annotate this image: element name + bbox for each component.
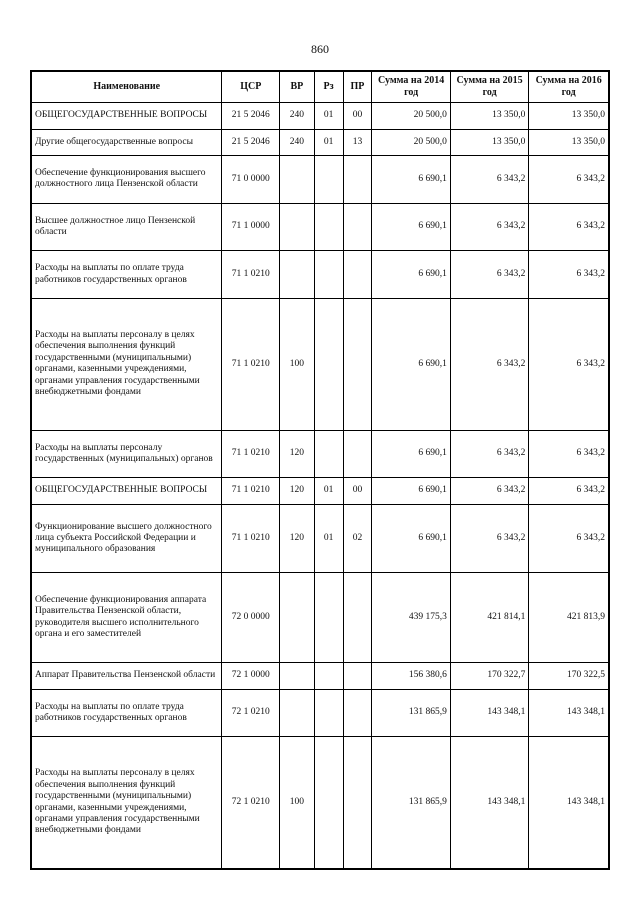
table-row — [32, 663, 609, 690]
header-sum-2016: Сумма на 2016 год — [529, 72, 609, 103]
cell-csr: 71 1 0210 — [222, 298, 280, 430]
cell-name: ОБЩЕГОСУДАРСТВЕННЫЕ ВОПРОСЫ — [32, 478, 222, 505]
cell-vr: 240 — [280, 129, 315, 156]
cell-name: Расходы на выплаты по оплате труда работников государственных органов — [32, 251, 222, 299]
cell-vr — [280, 251, 315, 299]
cell-rz — [314, 203, 343, 251]
table-row — [32, 129, 609, 156]
table-row — [32, 203, 609, 251]
cell-sum-2014: 156 380,6 — [372, 663, 450, 690]
cell-name: Аппарат Правительства Пензенской области — [32, 663, 222, 690]
cell-pr — [343, 251, 372, 299]
cell-sum-2014: 439 175,3 — [372, 573, 450, 663]
cell-sum-2016: 13 350,0 — [529, 129, 609, 156]
cell-vr: 240 — [280, 103, 315, 130]
cell-csr: 21 5 2046 — [222, 129, 280, 156]
cell-pr: 13 — [343, 129, 372, 156]
header-sum-2014: Сумма на 2014 год — [372, 72, 450, 103]
cell-sum-2015: 170 322,7 — [450, 663, 528, 690]
cell-name: Расходы на выплаты персоналу в целях обеспечения выполнения функций государственными (муниципальными) органами, казенными учреждениями, органами управления государственными внебюджетными фондами — [32, 737, 222, 869]
cell-pr: 02 — [343, 504, 372, 573]
header-name: Наименование — [32, 72, 222, 103]
cell-sum-2015: 13 350,0 — [450, 103, 528, 130]
cell-sum-2015: 6 343,2 — [450, 504, 528, 573]
cell-sum-2015: 6 343,2 — [450, 478, 528, 505]
cell-sum-2015: 6 343,2 — [450, 298, 528, 430]
cell-csr: 72 1 0210 — [222, 689, 280, 737]
cell-rz: 01 — [314, 504, 343, 573]
cell-pr — [343, 203, 372, 251]
budget-table-frame — [30, 70, 610, 870]
table-row — [32, 156, 609, 204]
cell-pr — [343, 573, 372, 663]
cell-csr: 71 1 0210 — [222, 251, 280, 299]
cell-sum-2014: 131 865,9 — [372, 737, 450, 869]
cell-name: Функционирование высшего должностного лица субъекта Российской Федерации и муниципального образования — [32, 504, 222, 573]
cell-sum-2014: 6 690,1 — [372, 298, 450, 430]
cell-sum-2016: 143 348,1 — [529, 689, 609, 737]
cell-pr — [343, 298, 372, 430]
cell-name: ОБЩЕГОСУДАРСТВЕННЫЕ ВОПРОСЫ — [32, 103, 222, 130]
cell-sum-2016: 6 343,2 — [529, 430, 609, 478]
cell-sum-2016: 6 343,2 — [529, 156, 609, 204]
cell-sum-2014: 6 690,1 — [372, 203, 450, 251]
cell-sum-2015: 13 350,0 — [450, 129, 528, 156]
table-row — [32, 504, 609, 573]
table-row — [32, 478, 609, 505]
cell-rz: 01 — [314, 129, 343, 156]
cell-sum-2015: 6 343,2 — [450, 156, 528, 204]
table-row — [32, 573, 609, 663]
cell-sum-2015: 421 814,1 — [450, 573, 528, 663]
cell-vr — [280, 573, 315, 663]
cell-sum-2014: 6 690,1 — [372, 478, 450, 505]
cell-sum-2014: 20 500,0 — [372, 103, 450, 130]
cell-pr: 00 — [343, 478, 372, 505]
cell-vr: 100 — [280, 298, 315, 430]
cell-sum-2016: 6 343,2 — [529, 298, 609, 430]
cell-sum-2016: 421 813,9 — [529, 573, 609, 663]
cell-pr: 00 — [343, 103, 372, 130]
page-number: 860 — [311, 42, 329, 56]
cell-sum-2014: 131 865,9 — [372, 689, 450, 737]
cell-csr: 21 5 2046 — [222, 103, 280, 130]
table-row — [32, 251, 609, 299]
cell-sum-2016: 6 343,2 — [529, 478, 609, 505]
cell-pr — [343, 430, 372, 478]
table-row — [32, 430, 609, 478]
header-sum-2015: Сумма на 2015 год — [450, 72, 528, 103]
cell-vr: 100 — [280, 737, 315, 869]
cell-pr — [343, 737, 372, 869]
cell-sum-2016: 6 343,2 — [529, 504, 609, 573]
cell-sum-2015: 6 343,2 — [450, 203, 528, 251]
table-row — [32, 298, 609, 430]
cell-csr: 71 1 0000 — [222, 203, 280, 251]
cell-csr: 72 1 0000 — [222, 663, 280, 690]
cell-rz — [314, 298, 343, 430]
budget-table — [31, 71, 609, 869]
cell-pr — [343, 689, 372, 737]
cell-pr — [343, 663, 372, 690]
cell-sum-2016: 170 322,5 — [529, 663, 609, 690]
cell-sum-2016: 143 348,1 — [529, 737, 609, 869]
cell-rz: 01 — [314, 103, 343, 130]
cell-name: Высшее должностное лицо Пензенской области — [32, 203, 222, 251]
table-header-row — [32, 72, 609, 103]
table-row — [32, 737, 609, 869]
cell-sum-2016: 13 350,0 — [529, 103, 609, 130]
cell-vr — [280, 689, 315, 737]
cell-rz: 01 — [314, 478, 343, 505]
cell-rz — [314, 251, 343, 299]
cell-vr — [280, 203, 315, 251]
cell-vr: 120 — [280, 478, 315, 505]
cell-rz — [314, 663, 343, 690]
cell-sum-2014: 20 500,0 — [372, 129, 450, 156]
cell-pr — [343, 156, 372, 204]
cell-sum-2016: 6 343,2 — [529, 251, 609, 299]
cell-rz — [314, 156, 343, 204]
cell-name: Расходы на выплаты по оплате труда работников государственных органов — [32, 689, 222, 737]
header-pr: ПР — [343, 72, 372, 103]
cell-sum-2015: 6 343,2 — [450, 251, 528, 299]
table-row — [32, 689, 609, 737]
header-csr: ЦСР — [222, 72, 280, 103]
cell-name: Расходы на выплаты персоналу в целях обеспечения выполнения функций государственными (муниципальными) органами, казенными учреждениями, органами управления государственными внебюджетными фондами — [32, 298, 222, 430]
header-vr: ВР — [280, 72, 315, 103]
cell-sum-2014: 6 690,1 — [372, 504, 450, 573]
cell-name: Расходы на выплаты персоналу государственных (муниципальных) органов — [32, 430, 222, 478]
cell-rz — [314, 573, 343, 663]
cell-sum-2015: 143 348,1 — [450, 689, 528, 737]
table-body — [32, 103, 609, 869]
cell-sum-2014: 6 690,1 — [372, 430, 450, 478]
cell-vr: 120 — [280, 430, 315, 478]
cell-sum-2014: 6 690,1 — [372, 251, 450, 299]
table-row — [32, 103, 609, 130]
cell-vr — [280, 663, 315, 690]
cell-name: Обеспечение функционирования аппарата Правительства Пензенской области, руководителя высшего исполнительного органа и его заместителей — [32, 573, 222, 663]
cell-csr: 72 1 0210 — [222, 737, 280, 869]
cell-rz — [314, 430, 343, 478]
cell-sum-2016: 6 343,2 — [529, 203, 609, 251]
cell-csr: 71 1 0210 — [222, 478, 280, 505]
cell-csr: 71 1 0210 — [222, 430, 280, 478]
cell-vr — [280, 156, 315, 204]
cell-name: Обеспечение функционирования высшего должностного лица Пензенской области — [32, 156, 222, 204]
cell-sum-2015: 6 343,2 — [450, 430, 528, 478]
cell-rz — [314, 737, 343, 869]
cell-csr: 71 1 0210 — [222, 504, 280, 573]
cell-rz — [314, 689, 343, 737]
cell-csr: 71 0 0000 — [222, 156, 280, 204]
cell-vr: 120 — [280, 504, 315, 573]
header-rz: Рз — [314, 72, 343, 103]
cell-name: Другие общегосударственные вопросы — [32, 129, 222, 156]
cell-sum-2015: 143 348,1 — [450, 737, 528, 869]
cell-csr: 72 0 0000 — [222, 573, 280, 663]
cell-sum-2014: 6 690,1 — [372, 156, 450, 204]
